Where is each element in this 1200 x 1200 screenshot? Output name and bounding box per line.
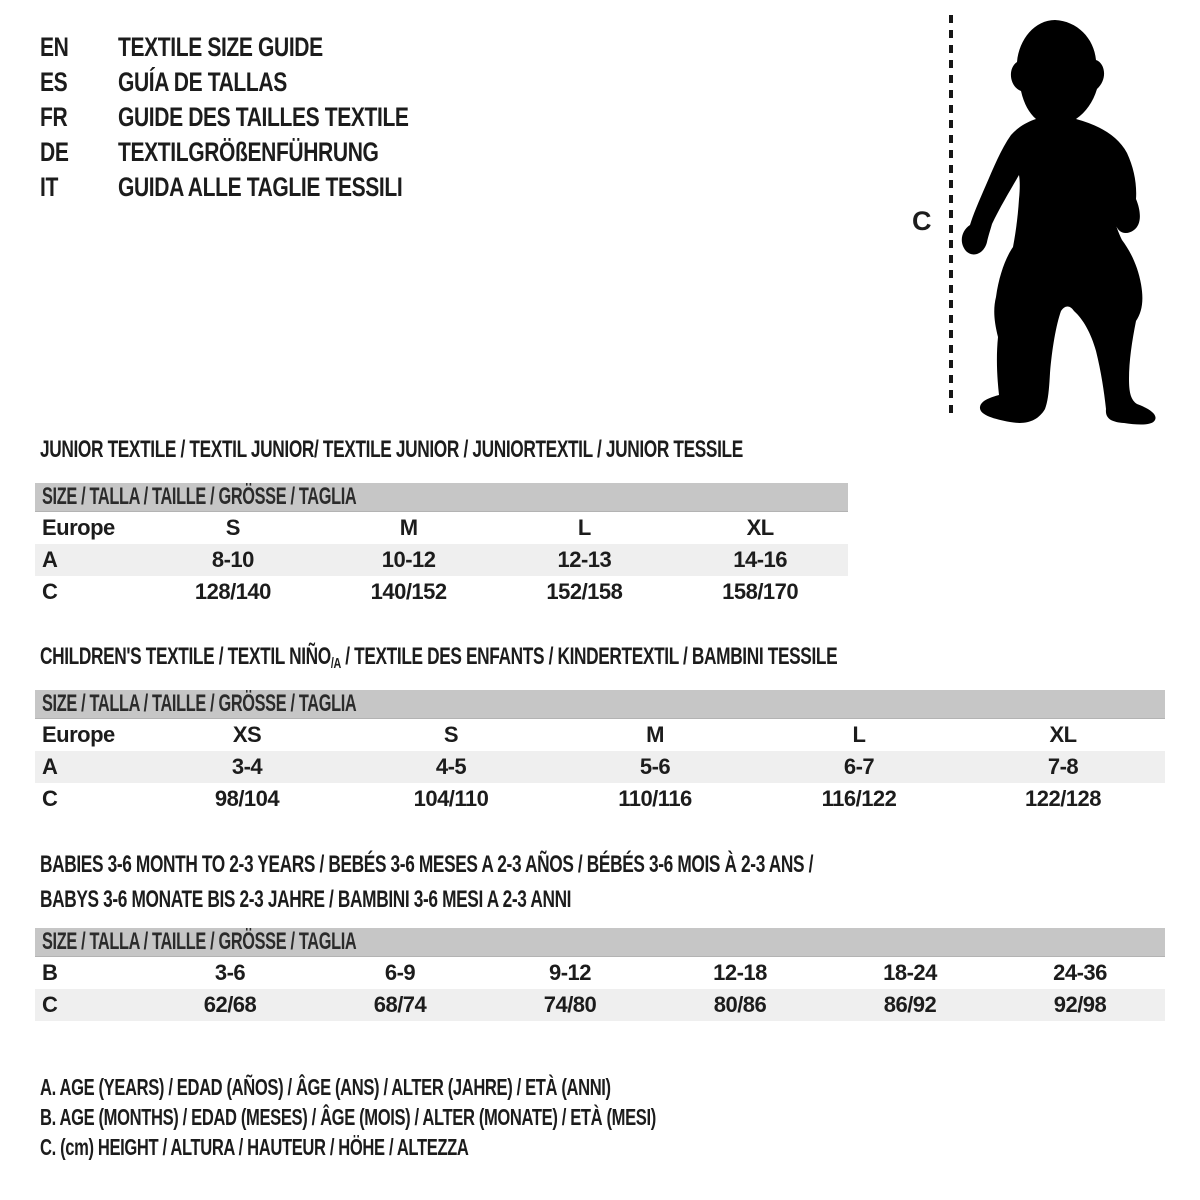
row-label-text: C [42, 992, 58, 1017]
row-label-text: A [42, 547, 58, 572]
age-cell: 5-6 [639, 754, 671, 779]
section-title-children [40, 643, 1147, 672]
title-pre: CHILDREN'S TEXTILE / TEXTIL NIÑO [40, 643, 331, 670]
size-cell: M [399, 515, 418, 540]
language-code [40, 172, 118, 203]
language-code-label: IT [40, 172, 58, 202]
age-cell: 14-16 [733, 547, 788, 572]
table-header-label: SIZE / TALLA / TAILLE / GRÖSSE / TAGLIA [42, 928, 357, 955]
language-title [118, 137, 452, 168]
months-cell: 3-6 [214, 960, 246, 985]
language-code-label: DE [40, 137, 69, 167]
section-title-junior-label: JUNIOR TEXTILE / TEXTIL JUNIOR/ TEXTILE JUNIOR / JUNIORTEXTIL / JUNIOR TESSILE [40, 436, 743, 463]
table-row-age [35, 751, 1165, 783]
months-cell: 12-18 [713, 960, 767, 985]
language-title-label: TEXTILGRÖßENFÜHRUNG [118, 137, 379, 167]
row-label [35, 722, 145, 748]
language-title [118, 32, 381, 63]
language-code [40, 32, 118, 63]
height-cell: 128/140 [194, 579, 271, 604]
table-header-label: SIZE / TALLA / TAILLE / GRÖSSE / TAGLIA [42, 483, 357, 510]
section-title-babies-line1 [40, 851, 1114, 879]
footnote-age-years [40, 1072, 895, 1102]
row-label [35, 515, 145, 541]
months-cell: 18-24 [883, 960, 937, 985]
language-code-label: ES [40, 67, 68, 97]
table-row-europe [35, 719, 1165, 751]
age-cell: 10-12 [381, 547, 436, 572]
size-table-junior [35, 483, 848, 608]
table-header-bar [35, 690, 1165, 719]
footnote-text: C. (cm) HEIGHT / ALTURA / HAUTEUR / HÖHE / ALTEZZA [40, 1133, 469, 1160]
row-label [35, 579, 145, 605]
size-cell: XL [746, 515, 774, 540]
table-row-europe [35, 512, 848, 544]
table-header-bar [35, 483, 848, 512]
row-label-text: C [42, 786, 58, 811]
size-cell: S [443, 722, 459, 747]
age-cell: 6-7 [843, 754, 875, 779]
age-cell: 8-10 [211, 547, 254, 572]
height-measure-letter: C [912, 206, 931, 236]
table-header-label: SIZE / TALLA / TAILLE / GRÖSSE / TAGLIA [42, 690, 357, 717]
height-cell: 158/170 [722, 579, 799, 604]
footnote-text: A. AGE (YEARS) / EDAD (AÑOS) / ÂGE (ANS) / ALTER (JAHRE) / ETÀ (ANNI) [40, 1073, 611, 1100]
footnote-text: B. AGE (MONTHS) / EDAD (MESES) / ÂGE (MOIS) / ALTER (MONATE) / ETÀ (MESI) [40, 1103, 656, 1130]
row-label-text: C [42, 579, 58, 604]
age-cell: 3-4 [231, 754, 263, 779]
language-row-fr [40, 100, 491, 135]
height-cell: 68/74 [373, 992, 427, 1017]
height-cell: 86/92 [883, 992, 937, 1017]
row-label-text: B [42, 960, 58, 985]
height-cell: 98/104 [214, 786, 280, 811]
language-code-label: EN [40, 32, 69, 62]
section-title-babies-label2: BABYS 3-6 MONATE BIS 2-3 JAHRE / BAMBINI 3-6 MESI A 2-3 ANNI [40, 886, 572, 913]
size-cell: S [225, 515, 240, 540]
height-cell: 80/86 [713, 992, 767, 1017]
language-code-label: FR [40, 102, 68, 132]
table-row-height [35, 989, 1165, 1021]
table-row-height [35, 576, 848, 608]
baby-silhouette-path [962, 20, 1156, 425]
row-label [35, 786, 145, 812]
size-table-babies [35, 928, 1165, 1021]
row-label [35, 754, 145, 780]
baby-silhouette-icon [940, 10, 1200, 430]
table-row-age [35, 544, 848, 576]
language-row-es [40, 65, 491, 100]
language-title-label: GUIDE DES TAILLES TEXTILE [118, 102, 409, 132]
language-title [118, 172, 483, 203]
height-cell: 140/152 [370, 579, 447, 604]
row-label [35, 960, 145, 986]
height-cell: 122/128 [1024, 786, 1102, 811]
section-title-children-label [40, 643, 837, 672]
language-title-block [40, 30, 491, 205]
section-title-babies-line2 [40, 886, 778, 914]
language-code [40, 67, 118, 98]
months-cell: 24-36 [1053, 960, 1107, 985]
height-cell: 92/98 [1053, 992, 1107, 1017]
section-title-babies-label1: BABIES 3-6 MONTH TO 2-3 YEARS / BEBÉS 3-6 MESES A 2-3 AÑOS / BÉBÉS 3-6 MOIS À 2-3 ANS / [40, 851, 814, 878]
footnote-age-months [40, 1102, 895, 1132]
language-code [40, 102, 118, 133]
height-cell: 152/158 [546, 579, 623, 604]
language-title-label: GUÍA DE TALLAS [118, 67, 287, 97]
size-cell: L [577, 515, 591, 540]
table-row-months [35, 957, 1165, 989]
months-cell: 9-12 [548, 960, 592, 985]
footnote-height-cm [40, 1132, 895, 1162]
height-cell: 116/122 [821, 786, 897, 811]
section-title-junior [40, 436, 1016, 464]
language-code [40, 137, 118, 168]
size-cell: L [852, 722, 866, 747]
size-cell: M [646, 722, 664, 747]
height-cell: 110/116 [618, 786, 692, 811]
height-cell: 74/80 [543, 992, 597, 1017]
row-label [35, 547, 145, 573]
language-row-it [40, 170, 491, 205]
size-cell: XS [232, 722, 262, 747]
language-title-label: TEXTILE SIZE GUIDE [118, 32, 323, 62]
months-cell: 6-9 [384, 960, 416, 985]
footnote-legend [40, 1072, 895, 1162]
language-row-de [40, 135, 491, 170]
table-row-height [35, 783, 1165, 815]
title-subscript: /A [330, 656, 341, 673]
language-title [118, 67, 335, 98]
row-label [35, 992, 145, 1018]
age-cell: 7-8 [1047, 754, 1079, 779]
height-measure-label [912, 206, 931, 237]
row-label-text: Europe [42, 515, 115, 540]
language-row-en [40, 30, 491, 65]
size-cell: XL [1049, 722, 1077, 747]
height-cell: 104/110 [413, 786, 489, 811]
size-table-children [35, 690, 1165, 815]
row-label-text: Europe [42, 722, 115, 747]
height-cell: 62/68 [203, 992, 257, 1017]
age-cell: 12-13 [557, 547, 612, 572]
age-cell: 4-5 [435, 754, 467, 779]
language-title [118, 102, 491, 133]
table-header-bar [35, 928, 1165, 957]
row-label-text: A [42, 754, 58, 779]
language-title-label: GUIDA ALLE TAGLIE TESSILI [118, 172, 403, 202]
title-post: / TEXTILE DES ENFANTS / KINDERTEXTIL / BAMBINI TESSILE [340, 643, 838, 670]
